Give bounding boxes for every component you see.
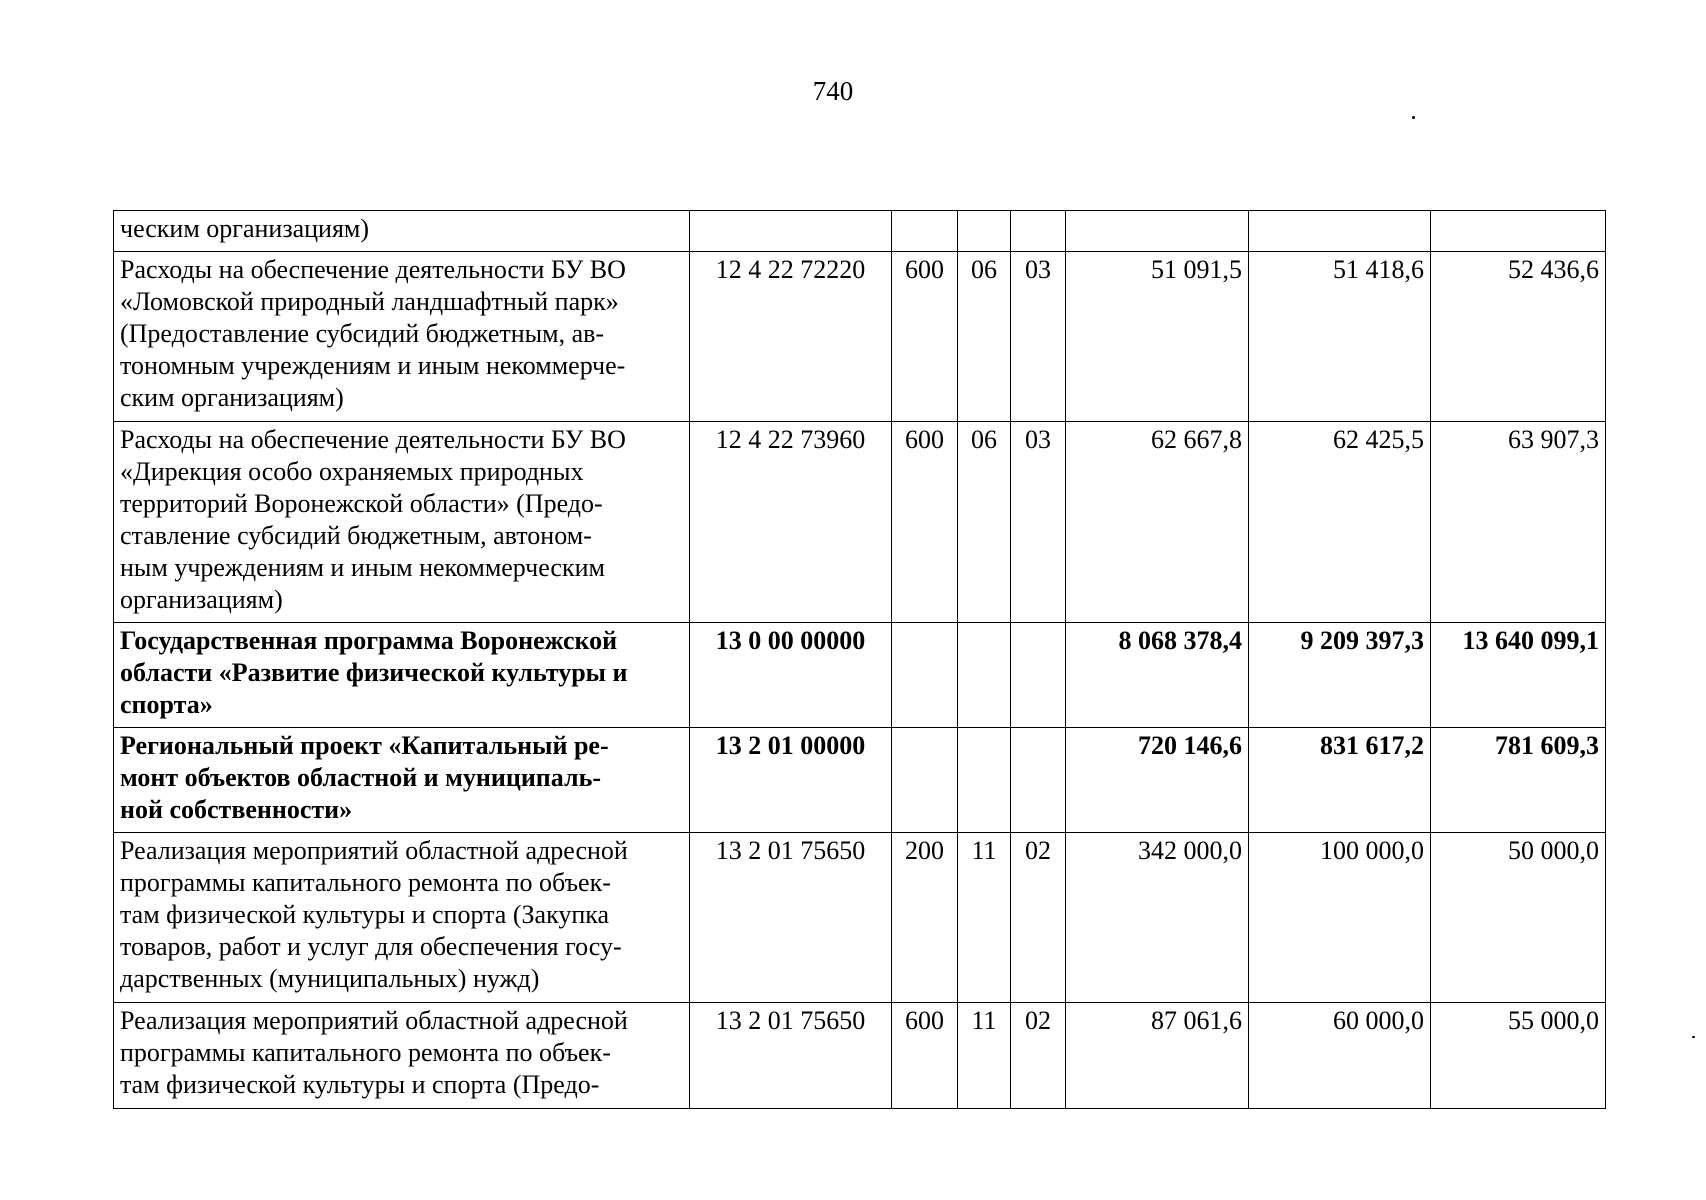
row-name-line: ским организациям) <box>120 383 344 412</box>
target-article-code-cell: 13 2 01 00000 <box>690 728 892 833</box>
row-name-line: дарственных (муниципальных) нужд) <box>120 964 540 993</box>
row-name-cell <box>114 211 690 252</box>
row-name-line: ческим организациям) <box>120 214 370 243</box>
section-cell: 06 <box>958 252 1011 422</box>
row-name-line: спорта» <box>120 690 213 719</box>
amount-year2-cell: 60 000,0 <box>1249 1003 1431 1109</box>
budget-table <box>113 210 1606 1109</box>
table-row <box>114 422 1606 623</box>
expense-type-cell: 600 <box>892 252 958 422</box>
section-cell: 11 <box>958 833 1011 1003</box>
amount-year3-cell: 55 000,0 <box>1431 1003 1606 1109</box>
row-name-cell <box>114 728 690 833</box>
amount-year1-cell: 62 667,8 <box>1066 422 1249 623</box>
amount-year2-cell: 100 000,0 <box>1249 833 1431 1003</box>
row-name-line: территорий Воронежской области» (Предо- <box>120 489 603 518</box>
row-name-line: «Дирекция особо охраняемых природных <box>120 457 584 486</box>
table-row <box>114 252 1606 422</box>
target-article-code-cell: 12 4 22 72220 <box>690 252 892 422</box>
expense-type-cell: 600 <box>892 1003 958 1109</box>
row-name-line: ставление субсидий бюджетным, автоном- <box>120 521 592 550</box>
subsection-cell <box>1011 728 1066 833</box>
amount-year3-cell: 63 907,3 <box>1431 422 1606 623</box>
row-name-line: программы капитального ремонта по объек- <box>120 1038 611 1067</box>
table-row <box>114 833 1606 1003</box>
row-name-cell <box>114 252 690 422</box>
expense-type-cell <box>892 211 958 252</box>
amount-year1-cell <box>1066 211 1249 252</box>
amount-year1-cell: 720 146,6 <box>1066 728 1249 833</box>
section-cell: 06 <box>958 422 1011 623</box>
row-name-line: Государственная программа Воронежской <box>120 626 618 655</box>
subsection-cell <box>1011 623 1066 728</box>
row-name-line: (Предоставление субсидий бюджетным, ав- <box>120 319 605 348</box>
scan-speck <box>1692 1036 1695 1038</box>
expense-type-cell <box>892 623 958 728</box>
target-article-code-cell <box>690 211 892 252</box>
table-row <box>114 728 1606 833</box>
row-name-line: тономным учреждениям и иным некоммерче- <box>120 351 626 380</box>
amount-year3-cell: 13 640 099,1 <box>1431 623 1606 728</box>
subsection-cell: 02 <box>1011 1003 1066 1109</box>
row-name-line: там физической культуры и спорта (Предо- <box>120 1070 600 1099</box>
expense-type-cell: 600 <box>892 422 958 623</box>
row-name-cell <box>114 1003 690 1109</box>
amount-year3-cell <box>1431 211 1606 252</box>
subsection-cell: 03 <box>1011 422 1066 623</box>
amount-year1-cell: 87 061,6 <box>1066 1003 1249 1109</box>
subsection-cell: 03 <box>1011 252 1066 422</box>
row-name-cell <box>114 623 690 728</box>
amount-year3-cell: 781 609,3 <box>1431 728 1606 833</box>
row-name-line: организациям) <box>120 585 283 614</box>
row-name-cell <box>114 422 690 623</box>
section-cell <box>958 211 1011 252</box>
row-name-line: Реализация мероприятий областной адресной <box>120 836 628 865</box>
row-name-line: ной собственности» <box>120 795 353 824</box>
page-number: 740 <box>812 76 854 106</box>
subsection-cell <box>1011 211 1066 252</box>
amount-year1-cell: 51 091,5 <box>1066 252 1249 422</box>
expense-type-cell: 200 <box>892 833 958 1003</box>
row-name-line: там физической культуры и спорта (Закупка <box>120 900 610 929</box>
scan-speck <box>1412 116 1415 119</box>
amount-year2-cell <box>1249 211 1431 252</box>
row-name-line: Региональный проект «Капитальный ре- <box>120 731 609 760</box>
row-name-line: Реализация мероприятий областной адресной <box>120 1006 628 1035</box>
table-row <box>114 1003 1606 1109</box>
row-name-line: Расходы на обеспечение деятельности БУ ВО <box>120 255 626 284</box>
section-cell <box>958 728 1011 833</box>
amount-year2-cell: 831 617,2 <box>1249 728 1431 833</box>
budget-table-body <box>114 211 1606 1109</box>
amount-year1-cell: 8 068 378,4 <box>1066 623 1249 728</box>
amount-year2-cell: 51 418,6 <box>1249 252 1431 422</box>
row-name-line: монт объектов областной и муниципаль- <box>120 763 601 792</box>
target-article-code-cell: 12 4 22 73960 <box>690 422 892 623</box>
subsection-cell: 02 <box>1011 833 1066 1003</box>
row-name-line: области «Развитие физической культуры и <box>120 658 628 687</box>
row-name-line: ным учреждениям и иным некоммерческим <box>120 553 605 582</box>
row-name-line: программы капитального ремонта по объек- <box>120 868 611 897</box>
amount-year1-cell: 342 000,0 <box>1066 833 1249 1003</box>
amount-year2-cell: 9 209 397,3 <box>1249 623 1431 728</box>
table-row <box>114 623 1606 728</box>
row-name-line: товаров, работ и услуг для обеспечения госу- <box>120 932 622 961</box>
target-article-code-cell: 13 0 00 00000 <box>690 623 892 728</box>
target-article-code-cell: 13 2 01 75650 <box>690 833 892 1003</box>
target-article-code-cell: 13 2 01 75650 <box>690 1003 892 1109</box>
section-cell: 11 <box>958 1003 1011 1109</box>
amount-year3-cell: 50 000,0 <box>1431 833 1606 1003</box>
row-name-cell <box>114 833 690 1003</box>
row-name-line: «Ломовской природный ландшафтный парк» <box>120 287 619 316</box>
row-name-line: Расходы на обеспечение деятельности БУ ВО <box>120 425 626 454</box>
section-cell <box>958 623 1011 728</box>
budget-table-container <box>113 210 1606 1109</box>
amount-year3-cell: 52 436,6 <box>1431 252 1606 422</box>
table-row <box>114 211 1606 252</box>
expense-type-cell <box>892 728 958 833</box>
amount-year2-cell: 62 425,5 <box>1249 422 1431 623</box>
